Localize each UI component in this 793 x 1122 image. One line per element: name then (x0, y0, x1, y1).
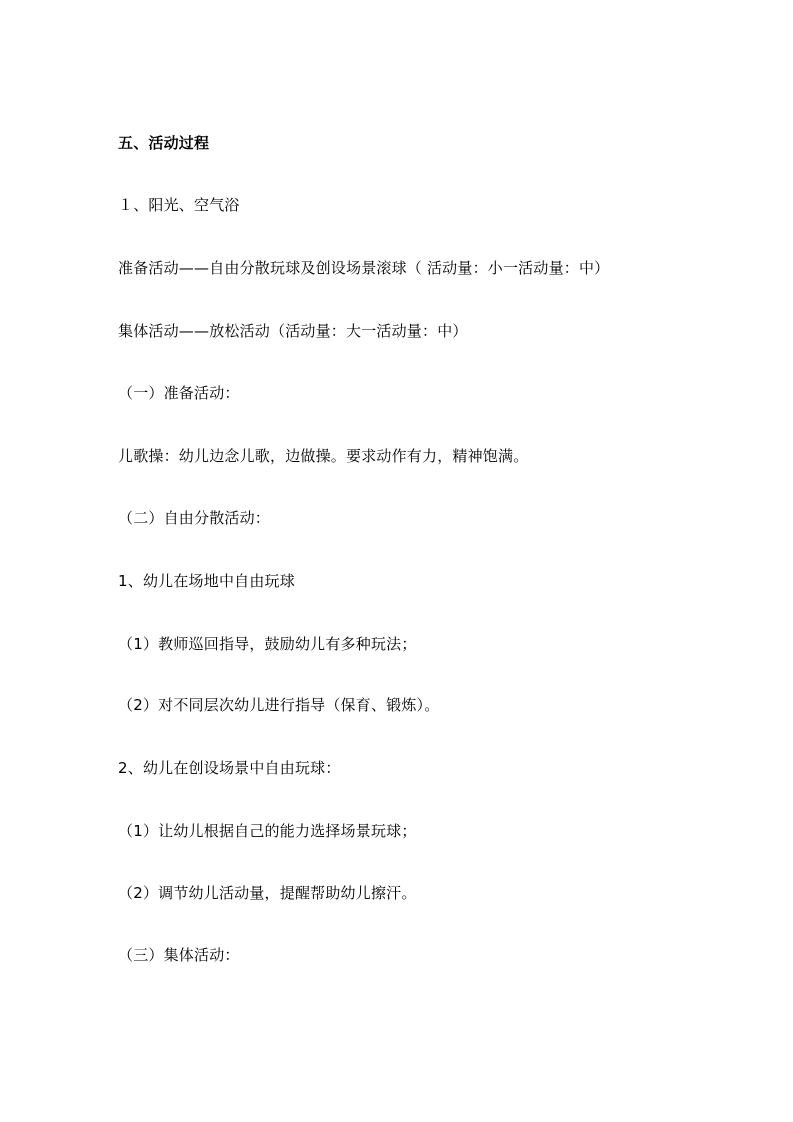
paragraph-warmup-activity-summary: 准备活动——自由分散玩球及创设场景滚球（ 活动量：小一活动量：中） (118, 259, 610, 277)
section-title: 五、活动过程 (118, 134, 210, 152)
paragraph-group-activity-summary: 集体活动——放松活动（活动量：大一活动量：中） (118, 322, 468, 340)
subheading-free-activity: （二）自由分散活动： (118, 509, 271, 527)
list-subitem-teacher-guidance: （1）教师巡回指导，鼓励幼儿有多种玩法； (118, 635, 417, 653)
subheading-group-activity: （三）集体活动： (118, 946, 240, 964)
paragraph-nursery-rhyme-exercise: 儿歌操：幼儿边念儿歌，边做操。要求动作有力，精神饱满。 (118, 447, 529, 465)
list-subitem-adjust-activity: （2）调节幼儿活动量，提醒帮助幼儿擦汗。 (118, 884, 417, 902)
subheading-warmup: （一）准备活动： (118, 384, 240, 402)
list-subitem-choose-scene: （1）让幼儿根据自己的能力选择场景玩球； (118, 822, 417, 840)
paragraph-sunlight-air-bath: １、阳光、空气浴 (118, 196, 240, 214)
list-item-free-play-field: 1、幼儿在场地中自由玩球 (118, 572, 295, 590)
list-subitem-level-guidance: （2）对不同层次幼儿进行指导（保育、锻炼）。 (118, 696, 440, 714)
list-item-free-play-scene: 2、幼儿在创设场景中自由玩球： (118, 759, 341, 777)
